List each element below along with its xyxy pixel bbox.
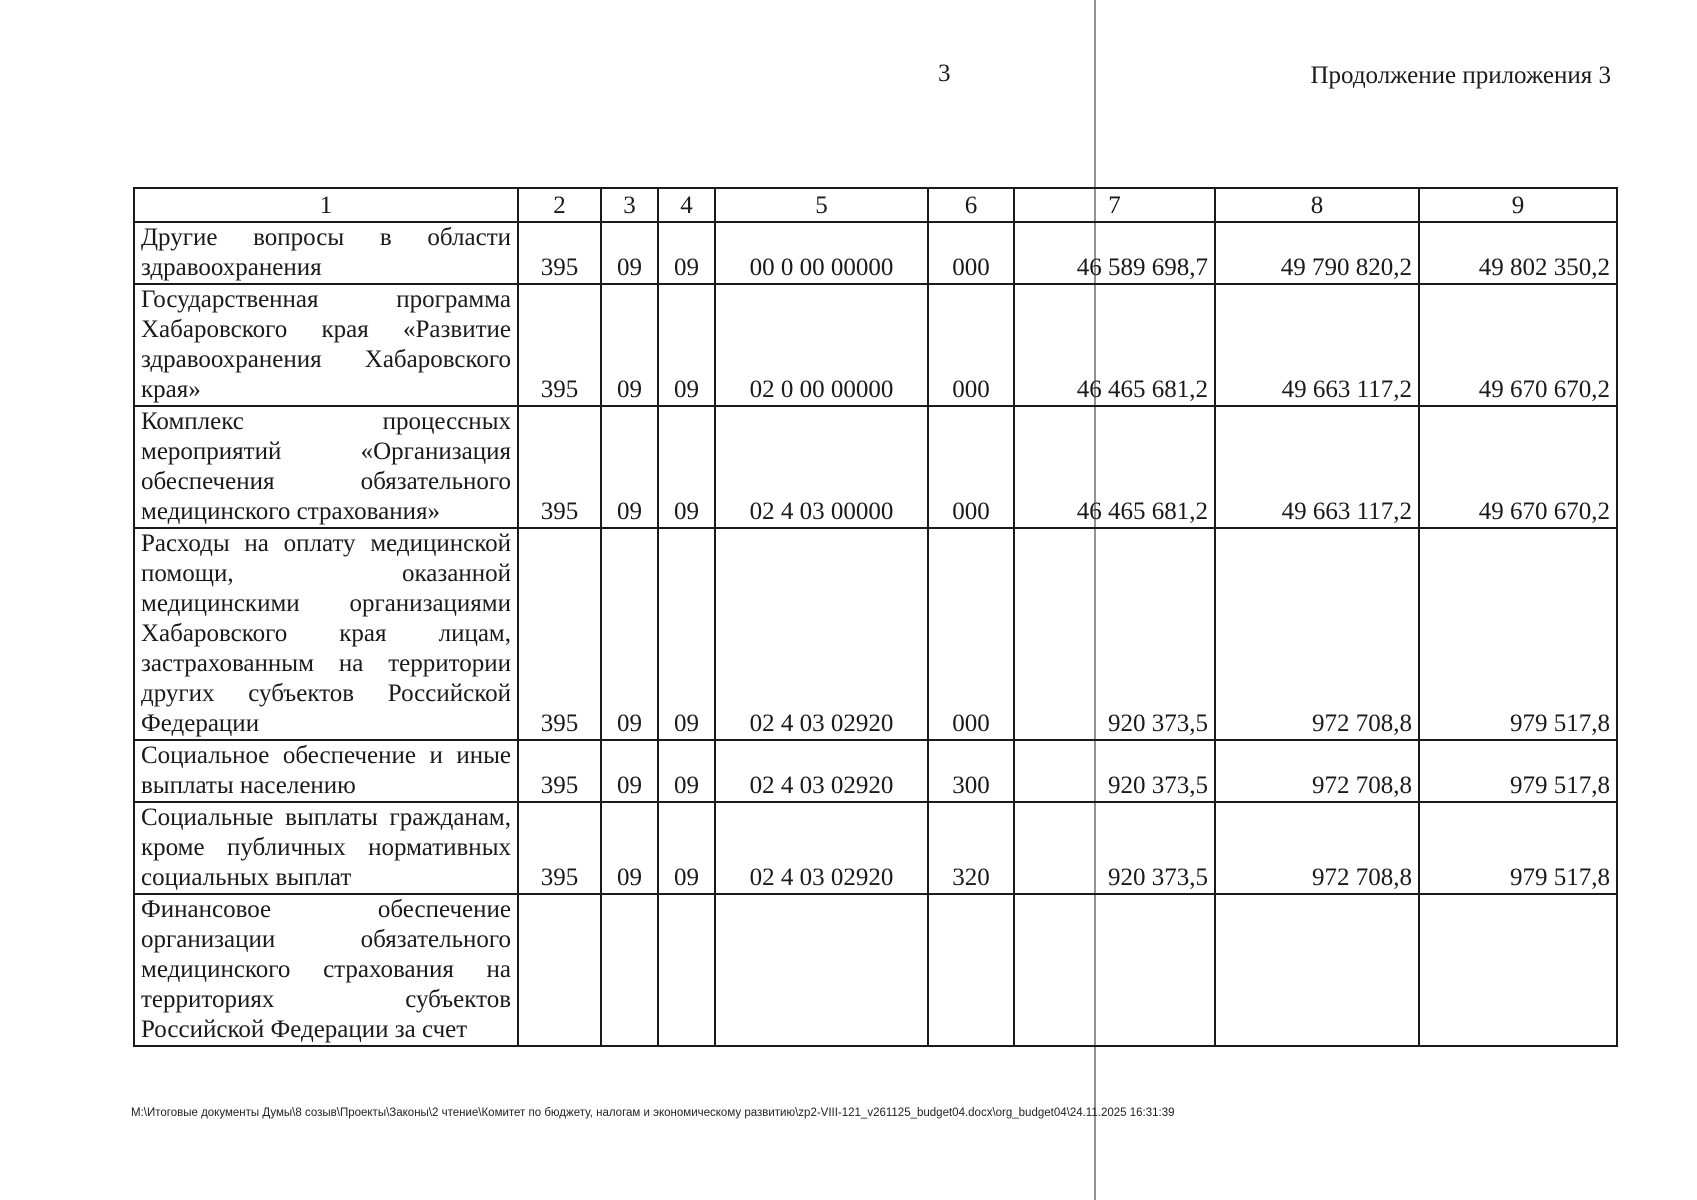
cell-col4: 09	[658, 528, 715, 740]
cell-col7	[1014, 894, 1215, 1046]
table-row	[134, 406, 1617, 528]
cell-col7: 46 589 698,7	[1014, 222, 1215, 284]
appendix-continuation-label: Продолжение приложения 3	[1310, 62, 1611, 89]
cell-col8: 972 708,8	[1215, 802, 1419, 894]
column-header: 4	[658, 188, 715, 222]
cell-col5: 02 0 00 00000	[715, 284, 928, 406]
cell-col8: 49 790 820,2	[1215, 222, 1419, 284]
cell-col6: 300	[928, 740, 1014, 802]
column-header: 2	[518, 188, 601, 222]
column-header: 3	[601, 188, 658, 222]
cell-col5: 02 4 03 02920	[715, 740, 928, 802]
row-name: Расходы на оплату медицинской помощи, оказанной медицинскими организациями Хабаровского края лицам, застрахованным на территории других субъектов Российской Федерации	[134, 528, 518, 740]
cell-col8: 49 663 117,2	[1215, 284, 1419, 406]
cell-col6: 000	[928, 284, 1014, 406]
cell-col8: 972 708,8	[1215, 740, 1419, 802]
table-row	[134, 528, 1617, 740]
cell-col3: 09	[601, 802, 658, 894]
cell-col5: 02 4 03 02920	[715, 802, 928, 894]
cell-col6: 320	[928, 802, 1014, 894]
cell-col9: 49 670 670,2	[1419, 406, 1617, 528]
cell-col2: 395	[518, 284, 601, 406]
table-row	[134, 802, 1617, 894]
cell-col6: 000	[928, 406, 1014, 528]
cell-col5: 02 4 03 02920	[715, 528, 928, 740]
table-row	[134, 894, 1617, 1046]
cell-col5: 00 0 00 00000	[715, 222, 928, 284]
cell-col9: 49 802 350,2	[1419, 222, 1617, 284]
cell-col2: 395	[518, 528, 601, 740]
cell-col4	[658, 894, 715, 1046]
table-row	[134, 222, 1617, 284]
cell-col2: 395	[518, 406, 601, 528]
cell-col3: 09	[601, 740, 658, 802]
column-header: 1	[134, 188, 518, 222]
cell-col4: 09	[658, 740, 715, 802]
cell-col3: 09	[601, 406, 658, 528]
cell-col3	[601, 894, 658, 1046]
cell-col5: 02 4 03 00000	[715, 406, 928, 528]
cell-col9: 49 670 670,2	[1419, 284, 1617, 406]
cell-col8: 49 663 117,2	[1215, 406, 1419, 528]
row-name: Финансовое обеспечение организации обязательного медицинского страхования на территориях субъектов Российской Федерации за счет	[134, 894, 518, 1046]
cell-col7: 46 465 681,2	[1014, 284, 1215, 406]
column-header: 5	[715, 188, 928, 222]
cell-col7: 920 373,5	[1014, 528, 1215, 740]
cell-col3: 09	[601, 284, 658, 406]
cell-col8: 972 708,8	[1215, 528, 1419, 740]
cell-col9	[1419, 894, 1617, 1046]
cell-col6: 000	[928, 528, 1014, 740]
column-header: 7	[1014, 188, 1215, 222]
cell-col3: 09	[601, 528, 658, 740]
cell-col9: 979 517,8	[1419, 802, 1617, 894]
table-header-row	[134, 188, 1617, 222]
cell-col2: 395	[518, 222, 601, 284]
cell-col2: 395	[518, 802, 601, 894]
cell-col7: 46 465 681,2	[1014, 406, 1215, 528]
row-name: Социальное обеспечение и иные выплаты населению	[134, 740, 518, 802]
cell-col4: 09	[658, 284, 715, 406]
row-name: Комплекс процессных мероприятий «Организация обеспечения обязательного медицинского страхования»	[134, 406, 518, 528]
row-name: Государственная программа Хабаровского края «Развитие здравоохранения Хабаровского края»	[134, 284, 518, 406]
document-file-path: M:\Итоговые документы Думы\8 созыв\Проекты\Законы\2 чтение\Комитет по бюджету, налогам и экономическому развитию\zp2-VIII-121_v261125_budget04.docx\org_budget04\24.11.2025 16:31:39	[131, 1107, 1175, 1119]
cell-col8	[1215, 894, 1419, 1046]
cell-col6	[928, 894, 1014, 1046]
cell-col7: 920 373,5	[1014, 740, 1215, 802]
table-row	[134, 740, 1617, 802]
cell-col2: 395	[518, 740, 601, 802]
cell-col9: 979 517,8	[1419, 740, 1617, 802]
cell-col3: 09	[601, 222, 658, 284]
cell-col4: 09	[658, 222, 715, 284]
cell-col9: 979 517,8	[1419, 528, 1617, 740]
cell-col5	[715, 894, 928, 1046]
table-row	[134, 284, 1617, 406]
budget-table	[133, 187, 1618, 1047]
column-header: 9	[1419, 188, 1617, 222]
cell-col7: 920 373,5	[1014, 802, 1215, 894]
cell-col2	[518, 894, 601, 1046]
cell-col4: 09	[658, 406, 715, 528]
column-header: 8	[1215, 188, 1419, 222]
row-name: Социальные выплаты гражданам, кроме публичных нормативных социальных выплат	[134, 802, 518, 894]
row-name: Другие вопросы в области здравоохранения	[134, 222, 518, 284]
cell-col6: 000	[928, 222, 1014, 284]
page-number: 3	[938, 60, 951, 87]
cell-col4: 09	[658, 802, 715, 894]
column-header: 6	[928, 188, 1014, 222]
